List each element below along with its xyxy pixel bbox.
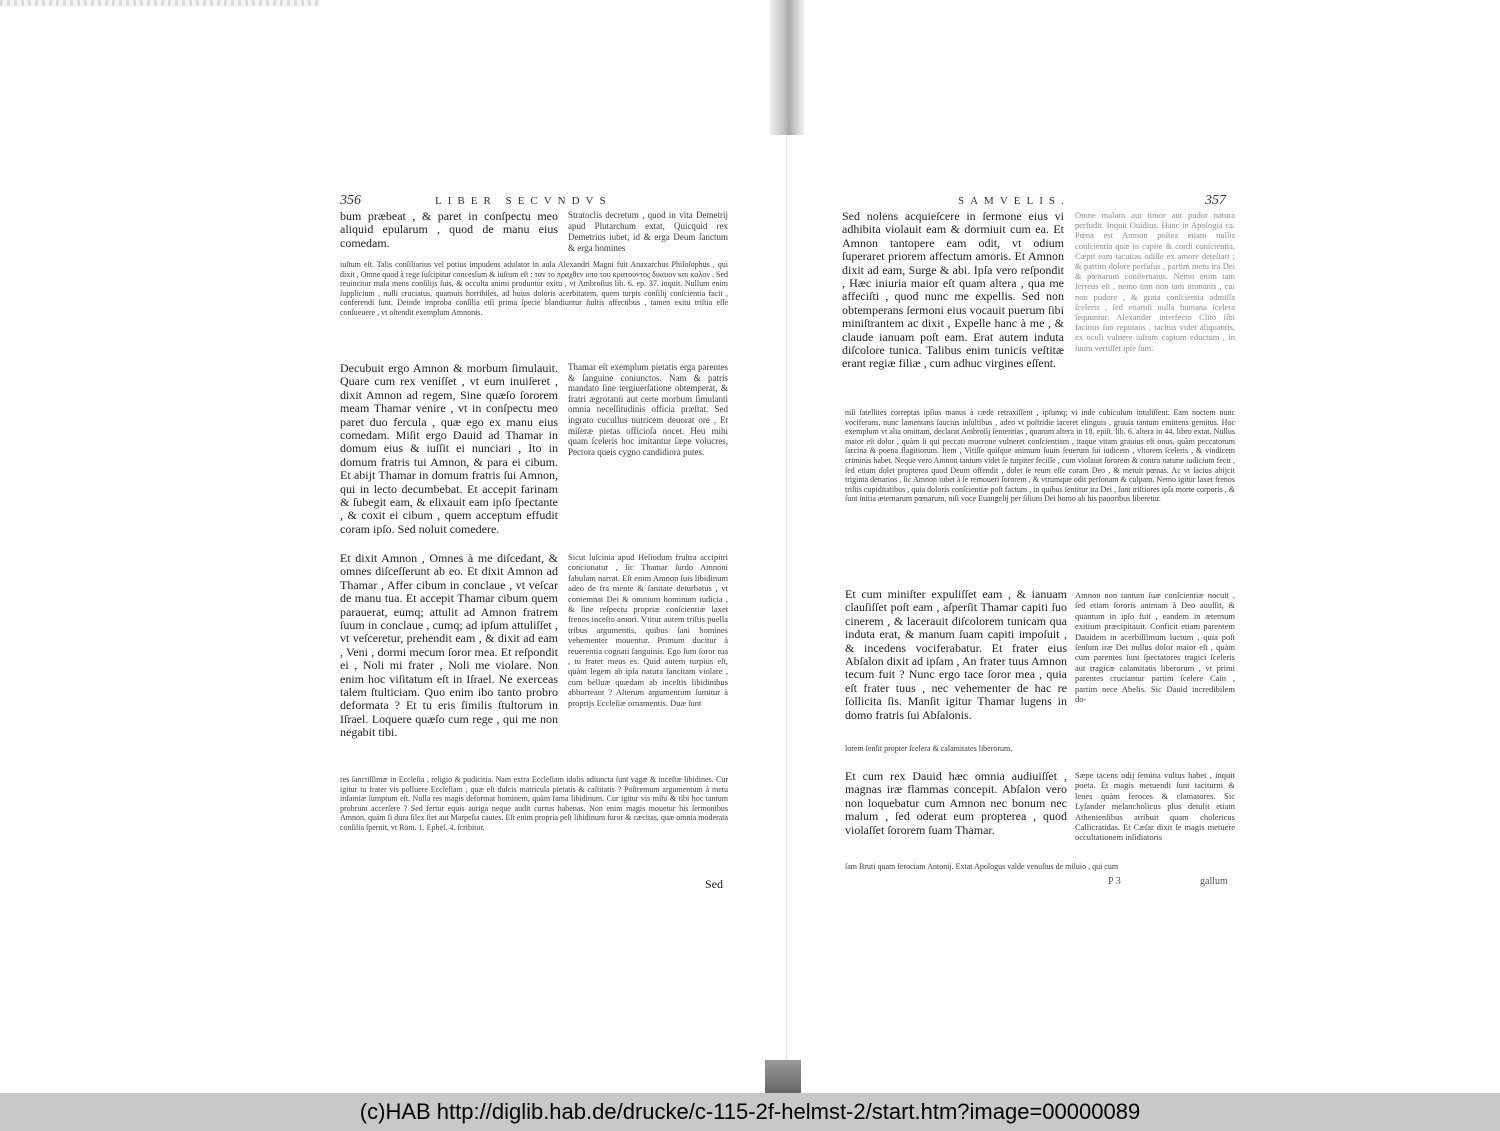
- left-block2-main: Decubuit ergo Amnon & morbum ſimulauit. Quare cum rex veniſſet , vt eum inuiſeret , dixit Amnon ad regem, Sine quæſo ſororem meam Thamar venire , vt in conſpectu meo paret duo fercula , quæ ego ex manu eius comedam. Miſit ergo Dauid ad Thamar in domum eius & iuſſit ei nunciari , Ito in domum fratris tui Amnon, & para ei cibum. Et abijt Thamar in domum fratris ſui Amnon, qui in lecto decumbebat. Et accepit farinam & ſubegit eam, & elixauit eam ipſo ſpectante , & coxit ei cibum , quem acceptum effudit coram ipſo. Sed noluit comedere.: [340, 361, 558, 536]
- left-block1-main: bum præbeat , & paret in conſpectu meo aliquid epularum , quod de manu eius comedam.: [340, 209, 558, 250]
- right-block1-main: Sed nolens acquieſcere in ſermone eius vi adhibita violauit eam & dormiuit cum ea. Et Amnon tantopere eam odit, vt odium ſuperaret priorem affectum amoris. Et Amnon dixit ad eam, Surge & abi. Ipſa vero reſpondit , Hæc iniuria maior eſt quam altera , qua me affeciſti , quod nunc me expellis. Sed non obtemperans ſermoni eius vocauit puerum ſibi miniſtrantem ac dixit , Expelle hanc à me , & claude ianuam poſt eam. Erat autem induta diſcolore tunica. Talibus enim tunicis veſtitæ erant regiæ filiæ , cum adhuc virgines eſſent.: [842, 209, 1064, 371]
- right-block3-main: Et cum rex Dauid hæc omnia audiuiſſet , magnas iræ flammas concepit. Abſalon vero non loquebatur cum Amnon nec bonum nec malum , ſed oderat eum propterea , quod violaſſet ſororem ſuam Thamar.: [845, 769, 1067, 837]
- right-running-head: SAMVELIS.: [958, 195, 1070, 207]
- right-page-number: 357: [1205, 193, 1226, 208]
- right-block2-side: Amnon non tantum ſuæ conſcientiæ nocuit , ſed etiam ſororis animam à Deo auulſit, & quantum in ipſo fuit , eandem in æternum exitium præcipitauit. Conficit etiam parentem Dauidem in acerbiſſimum luctum , quia poſt ſenſum iræ Dei nullus dolor maior eſt , quàm cum parentes ſunt ſpectatores tragici ſceleris aut tragicæ calamitatis liberorum , vt primi parentes cruciantur partim ſcelere Cain , partim nece Abelis. Sic Dauid incredibilem do-: [1075, 590, 1235, 705]
- right-block2-main: Et cum miniſter expuliſſet eam , & ianuam clauſiſſet poſt eam , aſperſit Thamar capiti ſuo cinerem , & lacerauit diſcolorem tunicam qua induta erat, & manum ſuam capiti impoſuit , & incedens vociferabatur. Et frater eius Abſalon dixit ad ipſam , An frater tuus Amnon tecum fuit ? Nunc ergo tace ſoror mea , quia eſt frater tuus , nec vehementer de hac re ſollicita ſis. Manſit igitur Thamar lugens in domo fratris ſui Abſalonis.: [845, 587, 1067, 722]
- right-catchword: gallum: [1200, 876, 1228, 887]
- right-block1-side: Omne malum aut timor aut pudor natura perfudit. Inquit Ouidius. Hanc in Apologia ca. Pœna est Amnon poſtea etiam nullis conſcientia quæ in capite & cordi conſcientia. Cæpit eam tacuitas odiſſe ex amore deteſtari ; & partim dolore perfuſus , partim metu ira Dei & pœnarum conſternatus. Nemo enim tam ferreus eſt , nemo tam non tam immanis , cui non pudore , & grata conſcientia admiſſa ſceleris , ſed etiamſi nulla humana ſcelera ſequuntur. Alexander interfecto Clito ſibi facinus ſuo reputans , tacitus videt aliquantis, ex oculi vulnere iuſtum captum eductum , in ſuum vertiſſet ipſe ſum.: [1075, 210, 1235, 353]
- right-block2-note: lorem ſenſit propter ſcelera & calamitates liberorum.: [845, 744, 1013, 753]
- left-block1-side: Stratoclis decretum , quod in vita Demetrij apud Plutarchum extat, Quicquid rex Demetrius iubet, id & erga Deum ſanctum & erga homines: [568, 210, 728, 253]
- scan-edge-noise: [0, 0, 320, 6]
- left-block3-main: Et dixit Amnon , Omnes à me diſcedant, & omnes diſceſſerunt ab eo. Et dixit Amnon ad Thamar , Affer cibum in conclaue , vt veſcar de manu tua. Et accepit Thamar cibum quem parauerat, eumq; attulit ad Amnon fratrem ſuum in conclaue , cumq; ad ipſum attuliſſet , vt veſceretur, prehendit eam , & dixit ad eam , Veni , dormi mecum ſoror mea. Et reſpondit ei , Noli mi frater , Noli me violare. Non enim hoc viſitatum eſt in Iſrael. Ne exerceas talem ſtulticiam. Quo enim ibo tanto probro deformata ? Et tu eris ſimilis ſtultorum in Iſrael. Loquere quæſo cum rege , qui me non negabit tibi.: [340, 551, 558, 740]
- right-block3-side: Sæpe tacens odij ſemina vultus habet , inquit poeta. Et magis metuendi ſunt taciturni & lenes quàm feroces & clamatores. Sic Lyſander melancholicus plus detulit etiam Athenienſibus atribuit quam cholericus Callicratidas. Et Cæſar dixit ſe magis metuere occultationem inſidiatoris: [1075, 770, 1235, 843]
- gutter-line: [786, 135, 787, 1085]
- binding-gutter: [770, 0, 804, 135]
- left-block3-note: res ſanctiſſimæ in Eccleſia , religio & pudicitia. Nam extra Eccleſiam idolis adiuncta ſunt vagæ & inceſtæ libidines. Cur igitur tu frater vis polluere Eccleſiam , quæ eſt dulcis matricula pietatis & caſtitatis ? Poſtremum argumentum à metu infamiæ ſumptum eſt. Nulla res magis deformat hominem, quàm fama libidinum. Cur igitur vis mihi & tibi hoc tantum probrum accerſere ? Sed fertur equis auriga neque audit currus habenas. Non enim magis mouetur his ſermonibus Amnon, quàm ſi dura ſilex ſtet aut Marpeſia cautes. Eſt enim propria peſt libidinum furor & cæcitas, quæ omnia moderata conſilia ſpernit, vt Rom. 1. Epheſ. 4. ſcribitur.: [340, 775, 728, 832]
- binding-tab: [765, 1060, 801, 1093]
- signature-mark: P 3: [1108, 876, 1121, 887]
- left-running-head: LIBER SECVNDVS: [435, 195, 612, 207]
- left-page-number: 356: [340, 193, 361, 208]
- copyright-footer: (c)HAB http://diglib.hab.de/drucke/c-115-2f-helmst-2/start.htm?image=00000089: [0, 1093, 1500, 1131]
- left-block2-side: Thamar eſt exemplum pietatis erga parentes & ſanguine coniunctos. Nam & patris mandato ſine tergiuerſatione obtemperat, & fratri ægrotanti aut certe morbum ſimulanti omnia neceſſitudinis officia præſtat. Sed ingrato cucullus nutricem deuorat ore , Et miſeræ pietas officioſa nocet. Heu mihi quam ſceleris hoc imitantur ſæpe volucres, Pectora queis cygno candidiora putes.: [568, 362, 728, 457]
- left-block3-side: Sicut luſcinia apud Heſiodum fruſtra accipitri concionatur , ſic Thamar ſurdo Amnoni fabulam narrat. Eſt enim Amnon ſuis libidinum adeo de fra mente & ſanitate deturbatus , vt contemnat Dei & omnium hominum iudicia , & ſine reſpectu propriæ conſcientiæ laxet frenos inceſto amori. Vtitur autem triſtis puella tribus argumentis, quibus ſani homines vehementer mouentur. Primum ducitur à reuerentia cognati ſanguinis. Ego ſum ſoror tua , tu frater meus es. Quid autem turpius eſt, quàm legem ab ipſa natura ſancitam violare , cum belluæ quædam ab inceſtis libidinibus abhorreant ? Alterum argumentum ſumitur à proprijs Eccleſiæ ornamentis. Duæ ſunt: [568, 552, 728, 708]
- right-block1-note: niſi ſatellites correptas ipſius manus à cæde retraxiſſent , ipſumq; vi inde cubiculum intuliſſent. Eam noctem nunc vociferans, nunc lamentans ſaucius inſultibus , adeo vt poſtridie iaceret elinguis , grauia tantum emittens gemitus. Hoc exemplum vt alia omittam, declarat Ambroſij ſententias , quarum altera in 18. epiſt. lib. 6. altera in 44. libro extat. Nullus maior eſt dolor , quàm ſi qui peccati mucrone vulneret conſcientiam , itaque vitam grauius eſt onus, quàm peccatorum ſarcina & poena flagitiorum. Item , Vitiſſe quiſque animum ſuum ſeuerum ſui iudicem , vltorem ſceleris , & vindicem criminis habet. Neque vero Amnon tantum videt ſe turpiter feciſſe , cum violauit ſororem & contra naturæ iudicium fecit , ſed etiam dolet propterea quod Deum offendit , dolet ſe reum eſſe coram Deo , & metuit pœnas. Ac vt ſacius abijcit triginta denarios , ſic Amnon iubet à ſe remoueri ſororem , & vtrumque odit perſonam & culpam. Nemo igitur laxet frenos triſtis cupiditatibus , quia doloris conſcientiæ poſt factum , in quibus ſentitur ira Dei , ſunt triſtiores ipſa morte corporis , & ſunt initia æternarum pœnarum, niſi voce Euangelij per ſilium Dei homo ab his pauoribus liberetur.: [845, 408, 1235, 504]
- left-block1-note: iuſtum eſt. Talis conſiliarius vel potius impudens adulator in aula Alexandri Magni fuit Anaxarchus Philoſophus , qui dixit , Omne quod à rege ſuſcipitur concesſum & iuſtum eſt : ταν το πραχθεν υπο του κρατουντος δικαιον και καλον . Sed reuincitur mala mens conſilijs ſuis, & occulta animi produntur exitu , vt Ambroſius lib. 6. ep. 37. inquit. Nullum enim ſupplicium , nulli cruciatus, quamuis horribiles, ad huius doloris acerbitatem, quem turpis conſilij conſcientia facit , conferendi ſunt. Deinde improba conſilia etſi prima ſpecie blandiuntur ſtultis affectibus , tamen exitu triſtia eſſe conſueuere , vt oſtendit exemplum Amnonis.: [340, 260, 728, 317]
- right-block3-note: ſam Bruti quam ferociam Antonij. Extat Apologus valde venuſtus de miluio , qui cum: [845, 862, 1119, 871]
- left-catchword: Sed: [705, 877, 723, 891]
